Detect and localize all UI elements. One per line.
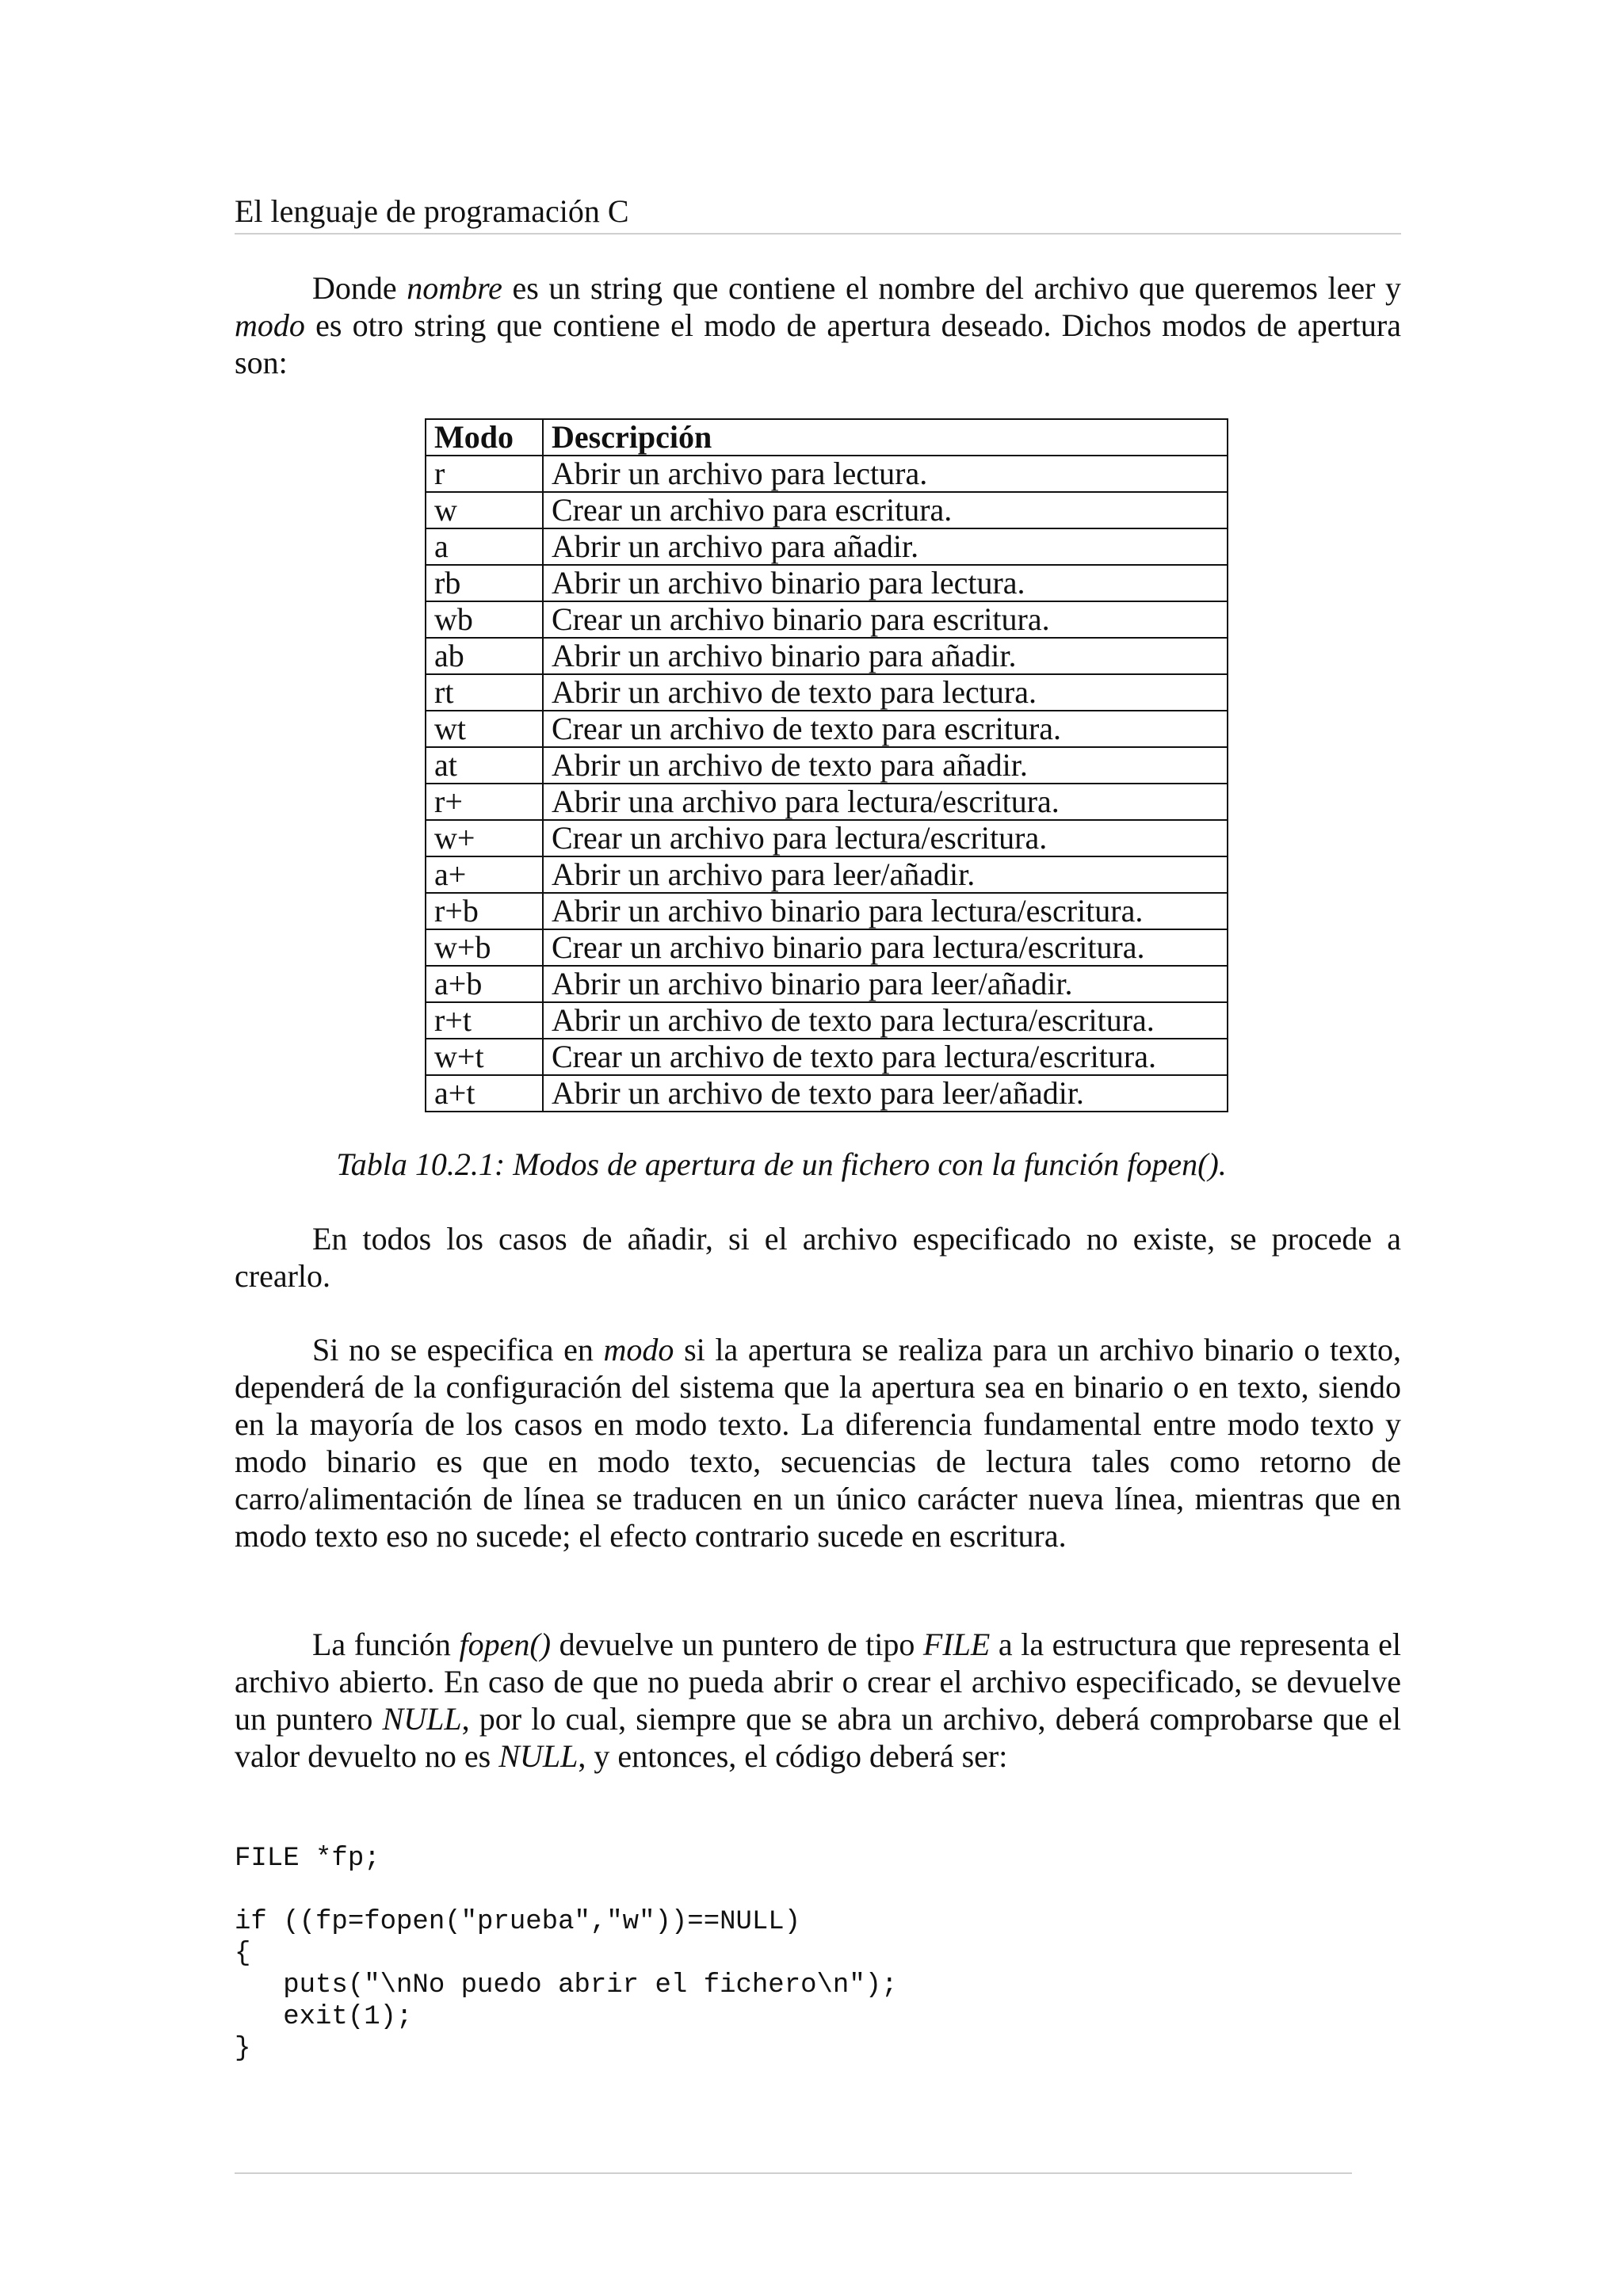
mode-cell: r+: [426, 784, 543, 820]
table-row: [426, 711, 1228, 747]
text-run: es un string que contiene el nombre del archivo que queremos leer y: [502, 270, 1401, 306]
mode-cell: rt: [426, 674, 543, 711]
fopen-paragraph: [235, 1626, 1401, 1775]
text-run: si la apertura se realiza para un archivo binario o texto, dependerá de la configuración del sistema que la apertura sea en binario o en texto, siendo en la mayoría de los casos en modo texto. La diferencia fundamental entre modo texto y modo binario es que en modo texto, secuencias de lectura tales como retorno de carro/alimentación de línea se traducen en un único carácter nueva línea, mientras que en modo texto eso no sucede; el efecto contrario sucede en escritura.: [235, 1332, 1401, 1554]
description-cell: Abrir un archivo binario para añadir.: [543, 638, 1228, 674]
modes-table-container: [425, 418, 1228, 1112]
table-header-row: [426, 419, 1228, 456]
description-cell: Crear un archivo binario para escritura.: [543, 601, 1228, 638]
italic-term: NULL: [498, 1738, 579, 1774]
table-row: [426, 601, 1228, 638]
code-block: FILE *fp; if ((fp=fopen("prueba","w"))==NULL) { puts("\nNo puedo abrir el fichero\n"); exit(1); }: [235, 1844, 898, 2064]
italic-term: FILE: [922, 1627, 991, 1662]
table-row: [426, 674, 1228, 711]
mode-cell: w+b: [426, 929, 543, 966]
text-run: , y entonces, el código deberá ser:: [578, 1738, 1008, 1774]
description-cell: Crear un archivo de texto para lectura/escritura.: [543, 1039, 1228, 1075]
description-cell: Crear un archivo de texto para escritura.: [543, 711, 1228, 747]
mode-cell: wb: [426, 601, 543, 638]
mode-cell: rb: [426, 565, 543, 601]
mode-cell: r+b: [426, 893, 543, 929]
column-header-description: Descripción: [543, 419, 1228, 456]
description-cell: Crear un archivo binario para lectura/escritura.: [543, 929, 1228, 966]
description-cell: Abrir un archivo binario para leer/añadir.: [543, 966, 1228, 1002]
table-row: [426, 565, 1228, 601]
text-run: La función: [312, 1627, 460, 1662]
mode-cell: r+t: [426, 1002, 543, 1039]
description-cell: Abrir un archivo para leer/añadir.: [543, 856, 1228, 893]
mode-cell: w+: [426, 820, 543, 856]
text-run: a la estructura que representa el archivo abierto. En caso de que no pueda abrir o crear el archivo especificado, se devuelve un puntero: [235, 1627, 1401, 1737]
append-paragraph: [235, 1220, 1401, 1295]
description-cell: Crear un archivo para escritura.: [543, 492, 1228, 528]
description-cell: Abrir un archivo binario para lectura/escritura.: [543, 893, 1228, 929]
mode-cell: r: [426, 456, 543, 492]
text-run: Si no se especifica en: [312, 1332, 604, 1367]
text-run: devuelve un puntero de tipo: [551, 1627, 923, 1662]
table-row: [426, 820, 1228, 856]
italic-term: modo: [603, 1332, 674, 1367]
table-row: [426, 1039, 1228, 1075]
text-binary-paragraph: [235, 1331, 1401, 1554]
table-row: [426, 747, 1228, 784]
mode-cell: w: [426, 492, 543, 528]
mode-cell: a+: [426, 856, 543, 893]
mode-cell: wt: [426, 711, 543, 747]
text-run: Donde: [312, 270, 407, 306]
mode-cell: a+t: [426, 1075, 543, 1112]
table-row: [426, 929, 1228, 966]
column-header-mode: Modo: [426, 419, 543, 456]
description-cell: Abrir un archivo binario para lectura.: [543, 565, 1228, 601]
table-row: [426, 528, 1228, 565]
italic-term: nombre: [407, 270, 502, 306]
table-row: [426, 492, 1228, 528]
mode-cell: ab: [426, 638, 543, 674]
running-header: El lenguaje de programación C: [235, 192, 1401, 235]
table-caption: Tabla 10.2.1: Modos de apertura de un fichero con la función fopen().: [336, 1146, 1227, 1182]
table-row: [426, 1002, 1228, 1039]
description-cell: Abrir un archivo para lectura.: [543, 456, 1228, 492]
table-row: [426, 893, 1228, 929]
footer-rule: [235, 2172, 1352, 2174]
table-row: [426, 456, 1228, 492]
italic-term: fopen(): [459, 1627, 552, 1662]
text-run: , por lo cual, siempre que se abra un archivo, deberá comprobarse que el valor devuelto no es: [235, 1701, 1401, 1774]
mode-cell: a: [426, 528, 543, 565]
intro-paragraph: [235, 269, 1401, 381]
italic-term: NULL: [382, 1701, 462, 1737]
description-cell: Abrir una archivo para lectura/escritura.: [543, 784, 1228, 820]
description-cell: Crear un archivo para lectura/escritura.: [543, 820, 1228, 856]
mode-cell: at: [426, 747, 543, 784]
italic-term: modo: [235, 307, 305, 343]
description-cell: Abrir un archivo de texto para añadir.: [543, 747, 1228, 784]
mode-cell: w+t: [426, 1039, 543, 1075]
table-row: [426, 1075, 1228, 1112]
table-row: [426, 856, 1228, 893]
table-row: [426, 784, 1228, 820]
table-row: [426, 638, 1228, 674]
modes-table: [425, 418, 1228, 1112]
description-cell: Abrir un archivo de texto para lectura.: [543, 674, 1228, 711]
mode-cell: a+b: [426, 966, 543, 1002]
description-cell: Abrir un archivo de texto para lectura/escritura.: [543, 1002, 1228, 1039]
description-cell: Abrir un archivo para añadir.: [543, 528, 1228, 565]
table-row: [426, 966, 1228, 1002]
text-run: es otro string que contiene el modo de apertura deseado. Dichos modos de apertura son:: [235, 307, 1401, 380]
description-cell: Abrir un archivo de texto para leer/añadir.: [543, 1075, 1228, 1112]
text-run: En todos los casos de añadir, si el archivo especificado no existe, se procede a crearlo.: [235, 1221, 1401, 1294]
